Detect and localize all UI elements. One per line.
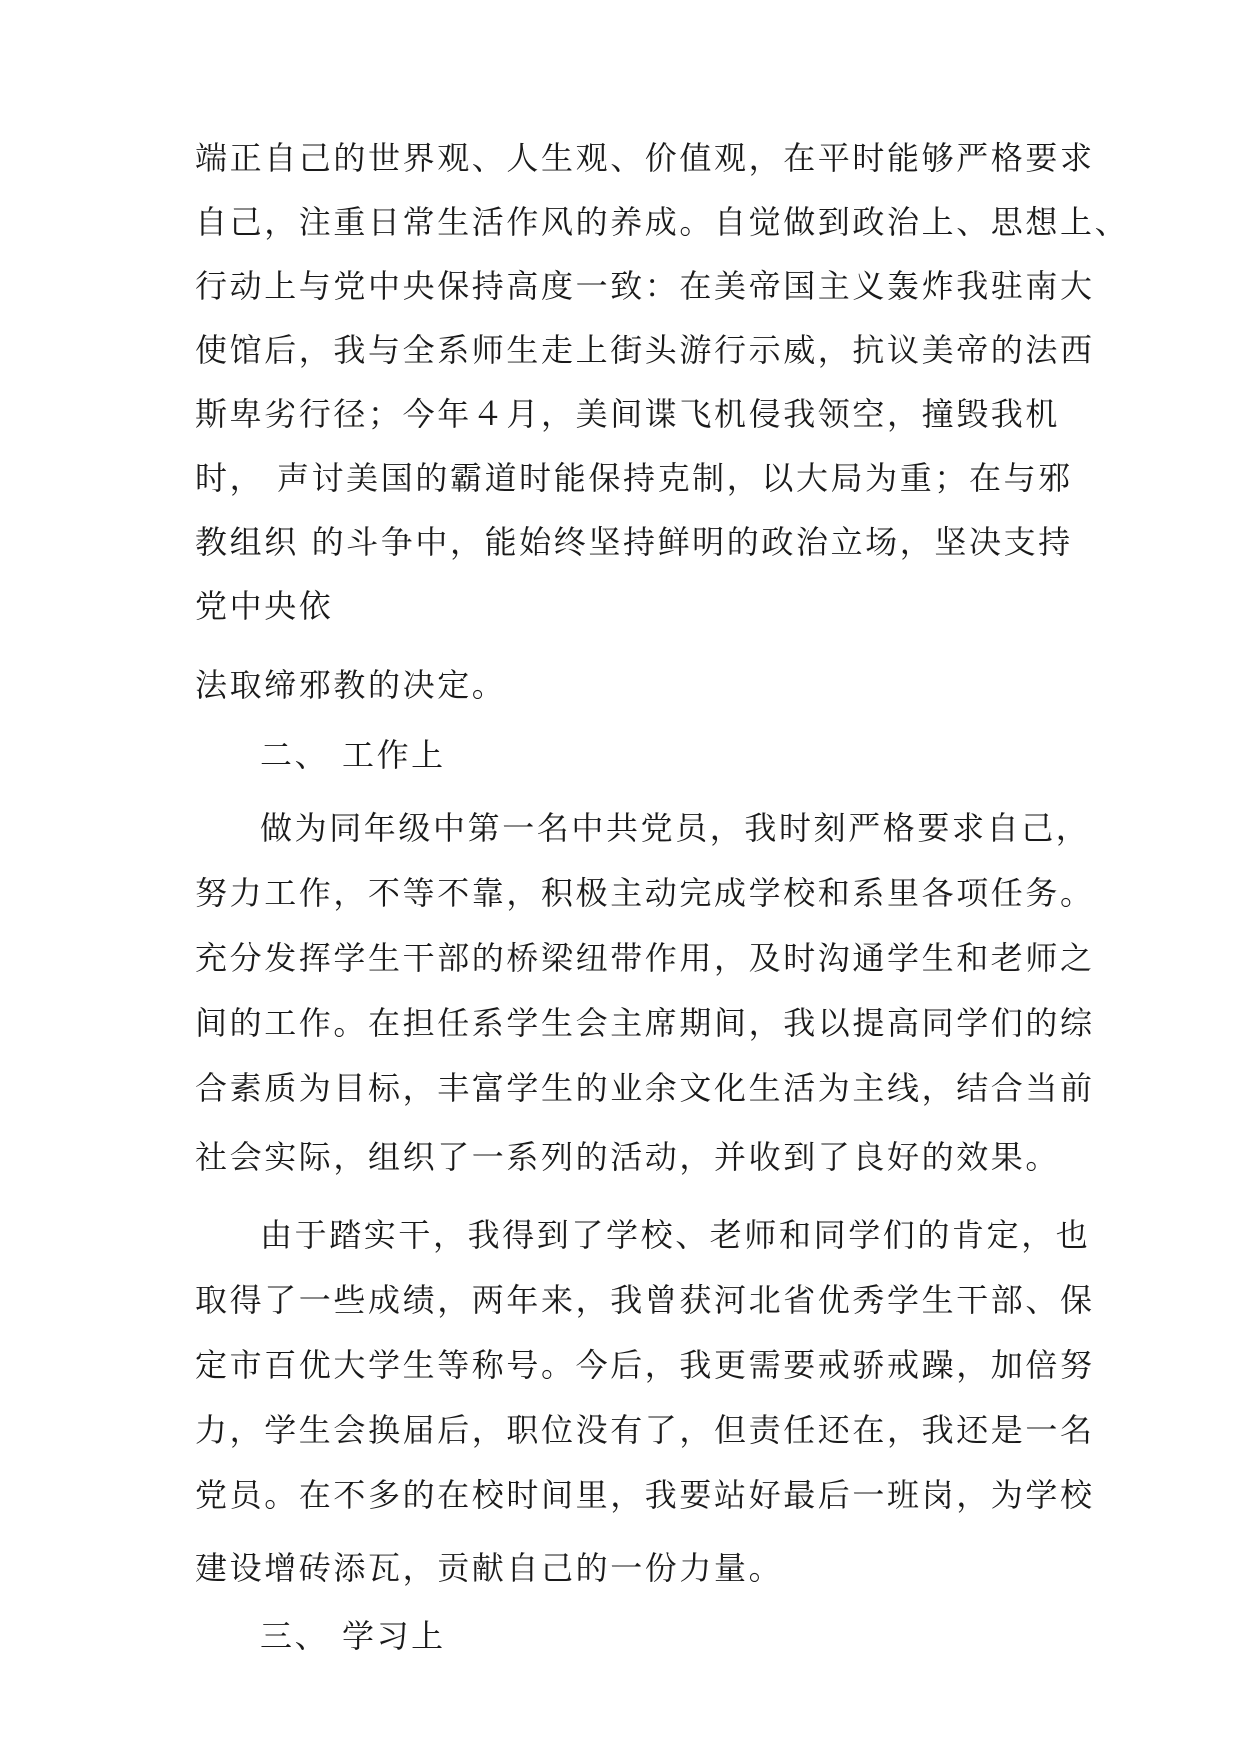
text-line: 建设增砖添瓦，贡献自己的一份力量。 <box>195 1549 784 1587</box>
text-line: 教组织 的斗争中，能始终坚持鲜明的政治立场，坚决支持 <box>195 523 1073 561</box>
text-line: 定市百优大学生等称号。今后，我更需要戒骄戒躁，加倍努 <box>195 1346 1095 1384</box>
text-line: 自己，注重日常生活作风的养成。自觉做到政治上、思想上、 <box>195 203 1130 241</box>
text-line: 法取缔邪教的决定。 <box>195 666 507 704</box>
text-line: 取得了一些成绩，两年来，我曾获河北省优秀学生干部、保 <box>195 1281 1095 1319</box>
text-line: 社会实际，组织了一系列的活动，并收到了良好的效果。 <box>195 1138 1061 1176</box>
text-line: 斯卑劣行径；今年４月，美间谍飞机侵我领空，撞毁我机 <box>195 395 1061 433</box>
text-line: 努力工作，不等不靠，积极主动完成学校和系里各项任务。 <box>195 874 1095 912</box>
section-heading: 二、 工作上 <box>260 736 446 774</box>
text-line: 时， 声讨美国的霸道时能保持克制，以大局为重；在与邪 <box>195 459 1073 497</box>
text-line: 间的工作。在担任系学生会主席期间，我以提高同学们的综 <box>195 1004 1095 1042</box>
text-line: 行动上与党中央保持高度一致：在美帝国主义轰炸我驻南大 <box>195 267 1095 305</box>
text-line: 端正自己的世界观、人生观、价值观，在平时能够严格要求 <box>195 139 1095 177</box>
paragraph-first-line: 由于踏实干，我得到了学校、老师和同学们的肯定，也 <box>260 1216 1091 1254</box>
text-line: 力，学生会换届后，职位没有了，但责任还在，我还是一名 <box>195 1411 1095 1449</box>
text-line: 党中央依 <box>195 587 334 625</box>
text-line: 党员。在不多的在校时间里，我要站好最后一班岗，为学校 <box>195 1476 1095 1514</box>
section-heading: 三、 学习上 <box>260 1617 446 1655</box>
text-line: 充分发挥学生干部的桥梁纽带作用，及时沟通学生和老师之 <box>195 939 1095 977</box>
text-line: 合素质为目标，丰富学生的业余文化生活为主线，结合当前 <box>195 1069 1095 1107</box>
text-line: 使馆后，我与全系师生走上街头游行示威，抗议美帝的法西 <box>195 331 1095 369</box>
paragraph-first-line: 做为同年级中第一名中共党员，我时刻严格要求自己， <box>260 809 1091 847</box>
